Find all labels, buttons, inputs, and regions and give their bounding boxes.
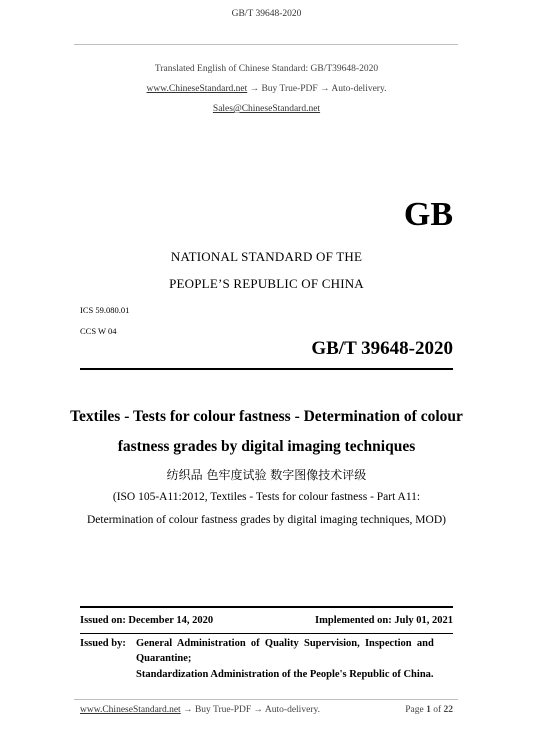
buy-text: → Buy True-PDF → Auto-delivery. xyxy=(247,84,387,94)
iso-reference-line1: (ISO 105-A11:2012, Textiles - Tests for colour fastness - Part A11: xyxy=(112,491,421,503)
title-cn: 纺织品 色牢度试验 数字图像技术评级 xyxy=(166,468,367,482)
footer-divider xyxy=(74,699,458,700)
ccs-code: CCS W 04 xyxy=(80,326,117,336)
site-link[interactable]: www.ChineseStandard.net xyxy=(146,84,248,94)
page-of: of xyxy=(433,705,442,715)
issued-by-label: Issued by: xyxy=(80,638,126,649)
standard-number: GB/T 39648-2020 xyxy=(311,338,453,359)
email-link[interactable]: Sales@ChineseStandard.net xyxy=(212,104,321,114)
national-standard-line1: NATIONAL STANDARD OF THE xyxy=(170,249,363,264)
footer-buy-line xyxy=(80,705,320,715)
header-doc-code: GB/T 39648-2020 xyxy=(231,9,302,19)
implemented-on: Implemented on: July 01, 2021 xyxy=(315,615,453,626)
footer-buy-text: → Buy True-PDF → Auto-delivery. xyxy=(180,705,320,715)
translation-note: Translated English of Chinese Standard: GB/T39648-2020 xyxy=(154,64,379,74)
ics-code: ICS 59.080.01 xyxy=(80,305,130,315)
dates-divider-bottom xyxy=(80,633,453,634)
gb-mark: GB xyxy=(403,196,453,233)
buy-line xyxy=(0,84,533,94)
footer-site-link[interactable]: www.ChineseStandard.net xyxy=(80,705,181,715)
header-divider xyxy=(74,44,458,45)
iso-reference-line2: Determination of colour fastness grades by digital imaging techniques, MOD) xyxy=(87,514,446,526)
title-divider xyxy=(80,368,453,370)
dates-divider-top xyxy=(80,606,453,608)
issued-on: Issued on: December 14, 2020 xyxy=(80,615,214,626)
issued-by-line3: Standardization Administration of the People's Republic of China. xyxy=(136,669,434,680)
page-prefix: Page xyxy=(405,705,424,715)
national-standard-line2: PEOPLE’S REPUBLIC OF CHINA xyxy=(169,276,364,291)
page-indicator xyxy=(405,705,453,715)
email-line xyxy=(0,104,533,114)
title-en-line2: fastness grades by digital imaging techniques xyxy=(117,438,416,455)
page-total: 22 xyxy=(443,705,453,715)
issued-by-line2: Quarantine; xyxy=(136,653,192,664)
title-en-line1: Textiles - Tests for colour fastness - Determination of colour xyxy=(70,408,463,425)
page-current: 1 xyxy=(426,705,431,715)
issued-by-line1: General Administration of Quality Supervision, Inspection and xyxy=(136,638,434,649)
